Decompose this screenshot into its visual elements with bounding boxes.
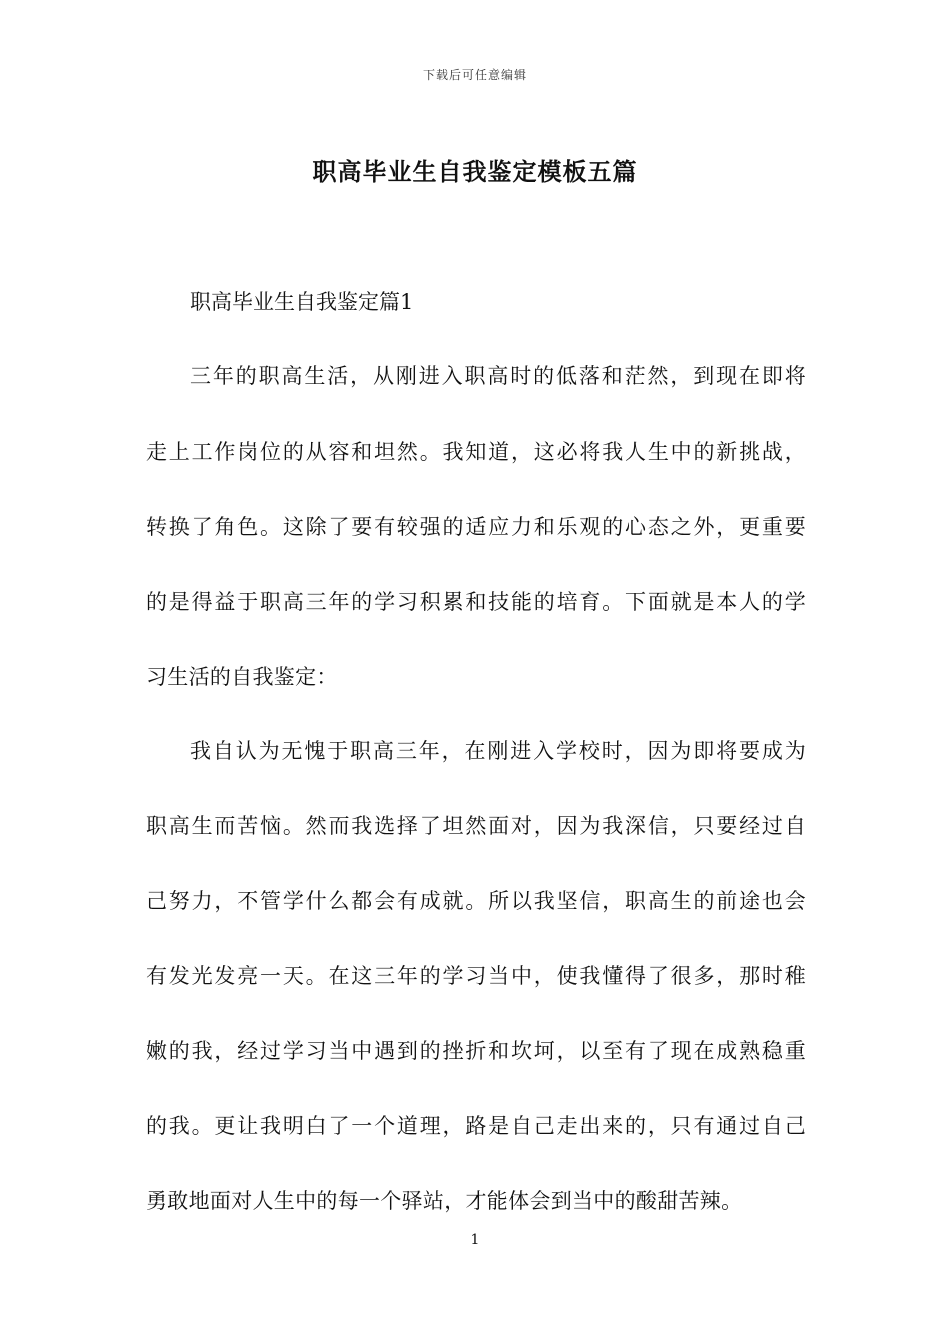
paragraph-line: 己努力，不管学什么都会有成就。所以我坚信，职高生的前途也会 (146, 889, 806, 913)
paragraph-line: 三年的职高生活，从刚进入职高时的低落和茫然，到现在即将 (190, 364, 806, 388)
paragraph-line: 勇敢地面对人生中的每一个驿站，才能体会到当中的酸甜苦辣。 (146, 1189, 743, 1213)
paragraph-line: 职高生而苦恼。然而我选择了坦然面对，因为我深信，只要经过自 (146, 814, 806, 838)
paragraph-line: 我自认为无愧于职高三年，在刚进入学校时，因为即将要成为 (190, 739, 806, 763)
paragraph-line: 转换了角色。这除了要有较强的适应力和乐观的心态之外，更重要 (146, 515, 806, 539)
section-heading: 职高毕业生自我鉴定篇1 (190, 290, 414, 314)
header-note: 下载后可任意编辑 (422, 68, 527, 82)
paragraph-line: 的我。更让我明白了一个道理，路是自己走出来的，只有通过自己 (146, 1114, 806, 1138)
paragraph-line: 习生活的自我鉴定： (146, 665, 338, 689)
paragraph-line: 走上工作岗位的从容和坦然。我知道，这必将我人生中的新挑战， (146, 440, 806, 464)
paragraph-line: 的是得益于职高三年的学习积累和技能的培育。下面就是本人的学 (146, 590, 806, 614)
paragraph-line: 有发光发亮一天。在这三年的学习当中，使我懂得了很多，那时稚 (146, 964, 806, 988)
document-title: 职高毕业生自我鉴定模板五篇 (312, 157, 638, 186)
paragraph-line: 嫩的我，经过学习当中遇到的挫折和坎坷，以至有了现在成熟稳重 (146, 1039, 806, 1063)
page-number: 1 (470, 1232, 480, 1248)
